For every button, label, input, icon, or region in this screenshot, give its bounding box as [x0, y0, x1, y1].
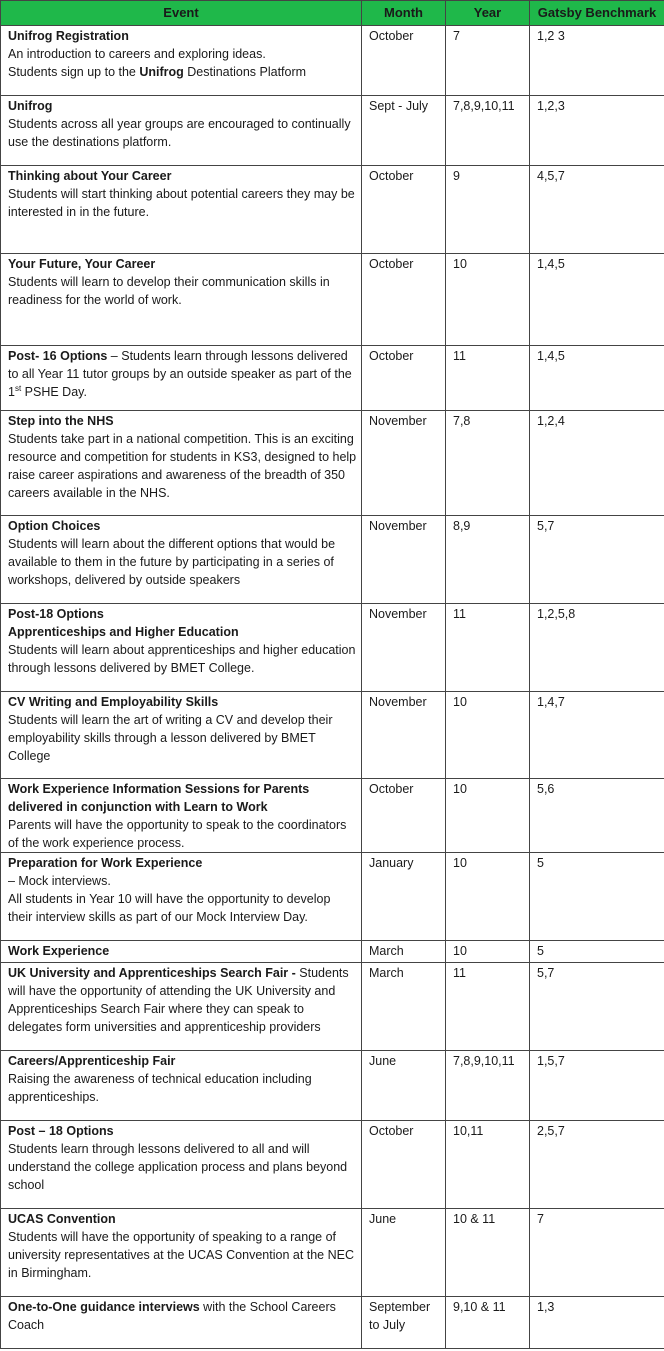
event-title: One-to-One guidance interviews — [8, 1300, 200, 1314]
month-cell: October — [362, 254, 446, 346]
gatsby-cell: 5,7 — [530, 963, 664, 1051]
year-cell: 8,9 — [446, 516, 530, 604]
table-row — [1, 604, 664, 692]
gatsby-cell: 1,4,7 — [530, 692, 664, 779]
year-cell: 10 — [446, 692, 530, 779]
event-title: Option Choices — [8, 519, 101, 533]
event-title: UCAS Convention — [8, 1212, 116, 1226]
event-description: Students will have the opportunity of attending the UK University and Apprenticeships Search Fair where they can speak to delegates form universities and apprenticeship providers — [8, 966, 349, 1034]
table-row — [1, 692, 664, 779]
header-row — [1, 1, 664, 26]
month-cell: November — [362, 516, 446, 604]
event-cell — [1, 1209, 362, 1297]
event-cell — [1, 96, 362, 166]
table-row — [1, 1209, 664, 1297]
event-description: Students will learn the art of writing a CV and develop their employability skills through a lesson delivered by BMET College — [8, 713, 333, 763]
year-cell: 9,10 & 11 — [446, 1297, 530, 1349]
event-description: Students take part in a national competition. This is an exciting resource and competition for students in KS3, designed to help raise career aspirations and awareness of the breadth of 350 careers available in the NHS. — [8, 432, 357, 500]
event-description: Raising the awareness of technical education including apprenticeships. — [8, 1072, 312, 1104]
year-cell: 11 — [446, 963, 530, 1051]
event-subtitle: Apprenticeships and Higher Education — [8, 625, 239, 639]
gatsby-cell: 1,2,4 — [530, 411, 664, 516]
event-description: Students will learn to develop their communication skills in readiness for the world of work. — [8, 275, 330, 307]
gatsby-cell: 1,2,5,8 — [530, 604, 664, 692]
event-cell — [1, 1121, 362, 1209]
table-row — [1, 853, 664, 941]
gatsby-cell: 5,7 — [530, 516, 664, 604]
year-cell: 11 — [446, 604, 530, 692]
event-title: Careers/Apprenticeship Fair — [8, 1054, 176, 1068]
month-cell: Sept - July — [362, 96, 446, 166]
event-description: Destinations Platform — [183, 65, 307, 79]
year-cell: 10,11 — [446, 1121, 530, 1209]
year-cell: 11 — [446, 346, 530, 411]
event-description: PSHE Day. — [21, 385, 87, 399]
year-cell: 10 — [446, 779, 530, 853]
event-title: Unifrog Registration — [8, 29, 129, 43]
event-title: UK University and Apprenticeships Search Fair - — [8, 966, 296, 980]
table-row — [1, 941, 664, 963]
event-description: – Students learn through lessons delivered to all Year 11 tutor groups by an outside speaker as part of the 1 — [8, 349, 352, 399]
event-description-bold: Unifrog — [139, 65, 184, 79]
table-row — [1, 963, 664, 1051]
event-description: Parents will have the opportunity to speak to the coordinators of the work experience process. — [8, 818, 347, 850]
event-description: Students learn through lessons delivered to all and will understand the college application process and plans beyond school — [8, 1142, 348, 1192]
year-cell: 7,8,9,10,11 — [446, 1051, 530, 1121]
month-cell: October — [362, 1121, 446, 1209]
event-cell — [1, 692, 362, 779]
month-cell: June — [362, 1051, 446, 1121]
event-description: Students will learn about apprenticeships and higher education through lessons delivered by BMET College. — [8, 643, 356, 675]
event-description: Students will have the opportunity of speaking to a range of university representatives at the UCAS Convention at the NEC in Birmingham. — [8, 1230, 355, 1280]
event-cell — [1, 941, 362, 963]
table-row — [1, 96, 664, 166]
gatsby-cell: 4,5,7 — [530, 166, 664, 254]
month-cell: September to July — [362, 1297, 446, 1349]
event-title: Preparation for Work Experience — [8, 856, 203, 870]
header-month: Month — [362, 1, 446, 26]
event-cell — [1, 516, 362, 604]
event-cell — [1, 1297, 362, 1349]
header-event: Event — [1, 1, 362, 26]
event-cell — [1, 254, 362, 346]
gatsby-cell: 1,3 — [530, 1297, 664, 1349]
event-cell — [1, 779, 362, 853]
month-cell: March — [362, 941, 446, 963]
year-cell: 10 — [446, 254, 530, 346]
year-cell: 7,8,9,10,11 — [446, 96, 530, 166]
gatsby-cell: 1,4,5 — [530, 254, 664, 346]
year-cell: 10 — [446, 941, 530, 963]
table-row — [1, 346, 664, 411]
event-title: Unifrog — [8, 99, 53, 113]
table-row — [1, 166, 664, 254]
month-cell: October — [362, 26, 446, 96]
event-cell — [1, 166, 362, 254]
event-description: Students sign up to the — [8, 65, 140, 79]
event-title: Post-18 Options — [8, 607, 104, 621]
month-cell: January — [362, 853, 446, 941]
year-cell: 9 — [446, 166, 530, 254]
gatsby-cell: 2,5,7 — [530, 1121, 664, 1209]
event-title: CV Writing and Employability Skills — [8, 695, 219, 709]
event-cell — [1, 853, 362, 941]
table-row — [1, 1051, 664, 1121]
year-cell: 10 & 11 — [446, 1209, 530, 1297]
month-cell: October — [362, 346, 446, 411]
gatsby-cell: 5,6 — [530, 779, 664, 853]
event-description: All students in Year 10 will have the opportunity to develop their interview skills as part of our Mock Interview Day. — [8, 892, 331, 924]
year-cell: 10 — [446, 853, 530, 941]
month-cell: October — [362, 166, 446, 254]
header-year: Year — [446, 1, 530, 26]
gatsby-cell: 1,2 3 — [530, 26, 664, 96]
table-row — [1, 26, 664, 96]
gatsby-cell: 5 — [530, 853, 664, 941]
year-cell: 7 — [446, 26, 530, 96]
month-cell: November — [362, 411, 446, 516]
event-cell — [1, 26, 362, 96]
event-cell — [1, 963, 362, 1051]
ordinal-suffix: st — [14, 383, 22, 393]
event-description: with the School Careers Coach — [8, 1300, 336, 1332]
table-row — [1, 779, 664, 853]
month-cell: March — [362, 963, 446, 1051]
event-title: Step into the NHS — [8, 414, 114, 428]
event-title: Thinking about Your Career — [8, 169, 172, 183]
event-title: Post- 16 Options — [8, 349, 108, 363]
table-row — [1, 1121, 664, 1209]
table-row — [1, 516, 664, 604]
event-description: – Mock interviews. — [8, 874, 111, 888]
event-description: An introduction to careers and exploring ideas. — [8, 47, 266, 61]
table-row — [1, 1297, 664, 1349]
table-row — [1, 411, 664, 516]
event-description: Students will start thinking about potential careers they may be interested in in the future. — [8, 187, 355, 219]
gatsby-cell: 1,5,7 — [530, 1051, 664, 1121]
year-cell: 7,8 — [446, 411, 530, 516]
gatsby-cell: 1,4,5 — [530, 346, 664, 411]
gatsby-cell: 1,2,3 — [530, 96, 664, 166]
header-gatsby-benchmark: Gatsby Benchmark — [530, 1, 664, 26]
event-title: Work Experience Information Sessions for Parents delivered in conjunction with Learn to Work — [8, 782, 310, 814]
event-cell — [1, 346, 362, 411]
event-description: Students will learn about the different options that would be available to them in the future by participating in a series of workshops, delivered by outside speakers — [8, 537, 336, 587]
month-cell: October — [362, 779, 446, 853]
month-cell: November — [362, 692, 446, 779]
event-title: Work Experience — [8, 944, 110, 958]
month-cell: June — [362, 1209, 446, 1297]
event-description: Students across all year groups are encouraged to continually use the destinations platform. — [8, 117, 351, 149]
gatsby-cell: 5 — [530, 941, 664, 963]
event-cell — [1, 411, 362, 516]
event-cell — [1, 1051, 362, 1121]
event-title: Post – 18 Options — [8, 1124, 114, 1138]
gatsby-cell: 7 — [530, 1209, 664, 1297]
event-cell — [1, 604, 362, 692]
month-cell: November — [362, 604, 446, 692]
table-row — [1, 254, 664, 346]
event-title: Your Future, Your Career — [8, 257, 156, 271]
